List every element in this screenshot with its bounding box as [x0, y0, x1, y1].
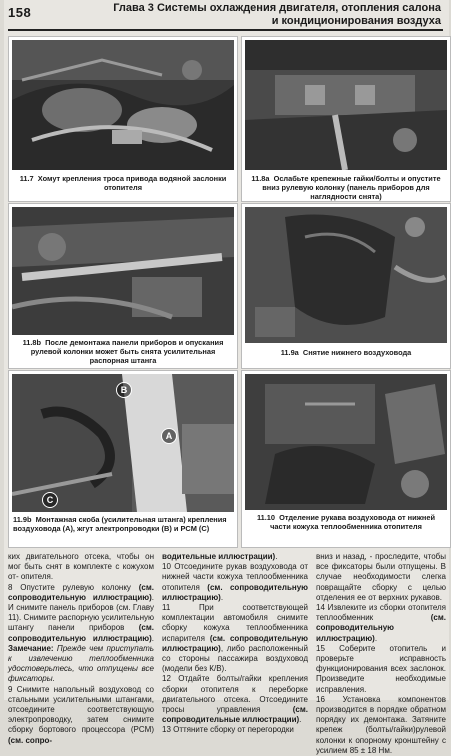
text-line: быть снят в комплекте с кожухом от-: [8, 562, 154, 582]
step-ref: (см. сопроводительные иллюстрации): [162, 705, 308, 725]
text-column-1: [8, 552, 154, 746]
figure-11-7-caption: [13, 174, 233, 192]
figure-number: 11.8b: [22, 338, 42, 347]
figure-11-8a-photo: [245, 40, 447, 170]
step-text: .: [220, 592, 224, 602]
figure-11-8b-caption: [13, 338, 233, 365]
dashboard-removed-photo-icon: [245, 40, 447, 170]
step-ref: (см. сопроводительную иллюстрацию): [316, 613, 446, 643]
figure-11-10-caption: [246, 513, 446, 531]
figure-caption-text: После демонтажа панели приборов и опускания рулевой колонки может быть снята усилительная распорная штанга: [30, 338, 224, 365]
figure-11-7: [8, 36, 238, 202]
figure-11-9b-photo: [12, 374, 234, 512]
figure-number: 11.7: [19, 174, 34, 183]
figure-11-9a-caption: [246, 348, 446, 357]
text-line: ких двигательного отсека, чтобы он мог: [8, 552, 154, 572]
chapter-title-line1: Глава 3 Системы охлаждения двигателя, отопления салона: [113, 2, 441, 14]
step-text: 8 Опустите рулевую колонку: [8, 582, 139, 592]
figure-caption-text: Отделение рукава воздуховода от нижней части кожуха теплообменника отопителя: [270, 513, 436, 531]
paragraph: [316, 552, 446, 603]
figure-11-10: [241, 370, 451, 548]
engine-bay-photo-icon: [12, 40, 234, 170]
duct-hose-photo-icon: [245, 374, 447, 510]
step-text: 10 Отсоедините рукав воздуховода от нижней части кожуха теплообменника отопителя: [162, 562, 308, 592]
figure-11-9b: [8, 370, 238, 548]
step-ref: (см. сопроводительную иллюстрацию): [8, 582, 154, 602]
step-text: .: [374, 633, 378, 643]
step-text: 15 Соберите отопитель и проверьте исправность функционирования всех заслонок. Произведите необходимые исправления.: [316, 643, 446, 694]
figure-number: 11.10: [256, 513, 276, 522]
step-8: [8, 583, 154, 685]
figure-11-10-photo: [245, 374, 447, 510]
paragraph: [8, 552, 154, 583]
step-text: . И снимите панель приборов (см. Главу 11). Снимите распорную усилительную штангу панели приборов: [8, 592, 154, 633]
step-ref: (см. сопро-: [8, 735, 53, 745]
figure-number: 11.9a: [280, 348, 299, 357]
figure-11-8a-caption: [246, 174, 446, 201]
brace-removal-photo-icon: [12, 207, 234, 335]
chapter-title-line2: и кондиционирования воздуха: [271, 15, 441, 27]
figure-11-9b-caption: [13, 515, 233, 533]
figure-11-9a: [241, 203, 451, 369]
step-10: [162, 562, 308, 603]
step-text: .: [299, 715, 302, 725]
lower-duct-photo-icon: [245, 207, 447, 343]
note-text: Прежде чем приступать к извлечению теплообменника удостоверьтесь, что отпущены все фиксаторы.: [8, 643, 154, 684]
step-11: [162, 603, 308, 674]
step-text: вниз и назад, - проследите, чтобы все фиксаторы были отпущены. В случае необходимости слегка повращайте сборку с целью отделения ее от верхних рукавов.: [316, 552, 446, 602]
book-page: [4, 0, 449, 755]
step-ref: водительные иллюстрации): [162, 552, 276, 561]
text-column-3: [316, 552, 446, 756]
text-column-2: [162, 552, 308, 736]
step-ref: (см. сопроводительную иллюстрацию): [162, 633, 308, 653]
figure-caption-text: Монтажная скоба (усилительная штанга) крепления воздуховода (A), жгут электропроводки (B) и PCM (C): [13, 515, 227, 533]
step-text: 9 Снимите напольный воздуховод со стальными усилительными штангами, отсоедините соответствующую электропроводку, затем снимите сборку бортового процессора (PCM): [8, 684, 154, 735]
figure-caption-text: Ослабьте крепежные гайки/болты и опустите вниз рулевую колонку (панель приборов для наглядности снята): [262, 174, 441, 201]
step-text: 13 Оттяните сборку от перегородки: [162, 725, 294, 735]
step-text: 16 Установка компонентов производится в порядке обратном порядку их демонтажа. Затяните крепеж (болты/гайки)рулевой колонки к опорному кронштейну с усилием 85 ± 18 Нм.: [316, 694, 446, 755]
header-rule: [8, 29, 443, 31]
note-label: Замечание:: [8, 643, 54, 653]
step-13: [162, 725, 308, 735]
step-text: 14 Извлеките из сборки отопителя теплообменник: [316, 603, 446, 623]
figure-11-8a: [241, 36, 451, 202]
figure-11-8b-photo: [12, 207, 234, 335]
text-line: опителя.: [20, 572, 54, 582]
step-16: [316, 695, 446, 756]
callout-b: B: [116, 382, 132, 398]
figure-11-9a-photo: [245, 207, 447, 343]
page-header: [4, 0, 449, 34]
figure-number: 11.8a: [251, 174, 270, 183]
figure-11-7-photo: [12, 40, 234, 170]
step-text: , либо расположенный со стороны пассажира воздуховод (модели без К/В).: [162, 643, 308, 674]
step-text: .: [275, 552, 278, 561]
figure-11-8b: [8, 203, 238, 369]
step-text: 11 При соответствующей комплектации автомобиля снимите сборку кожуха теплообменника испарителя: [162, 603, 308, 643]
step-ref: (см. сопроводительную иллюстрацию): [8, 623, 154, 643]
step-text: .: [151, 633, 154, 643]
step-ref: (см. сопроводительную иллюстрацию): [162, 582, 308, 602]
paragraph: [162, 552, 308, 562]
step-text: 12 Отдайте болты/гайки крепления сборки отопителя к переборке двигательного отсека. Отсоедините тросы управления: [162, 674, 308, 715]
figure-caption-text: Хомут крепления троса привода водяной заслонки отопителя: [37, 174, 227, 192]
figure-caption-text: Снятие нижнего воздуховода: [302, 348, 412, 357]
step-14: [316, 603, 446, 644]
figure-number: 11.9b: [13, 515, 32, 524]
step-15: [316, 644, 446, 695]
callout-c: C: [42, 492, 58, 508]
callout-a: A: [161, 428, 177, 444]
step-9: [8, 685, 154, 746]
chapter-title: [113, 2, 441, 28]
page-number: 158: [8, 5, 32, 20]
